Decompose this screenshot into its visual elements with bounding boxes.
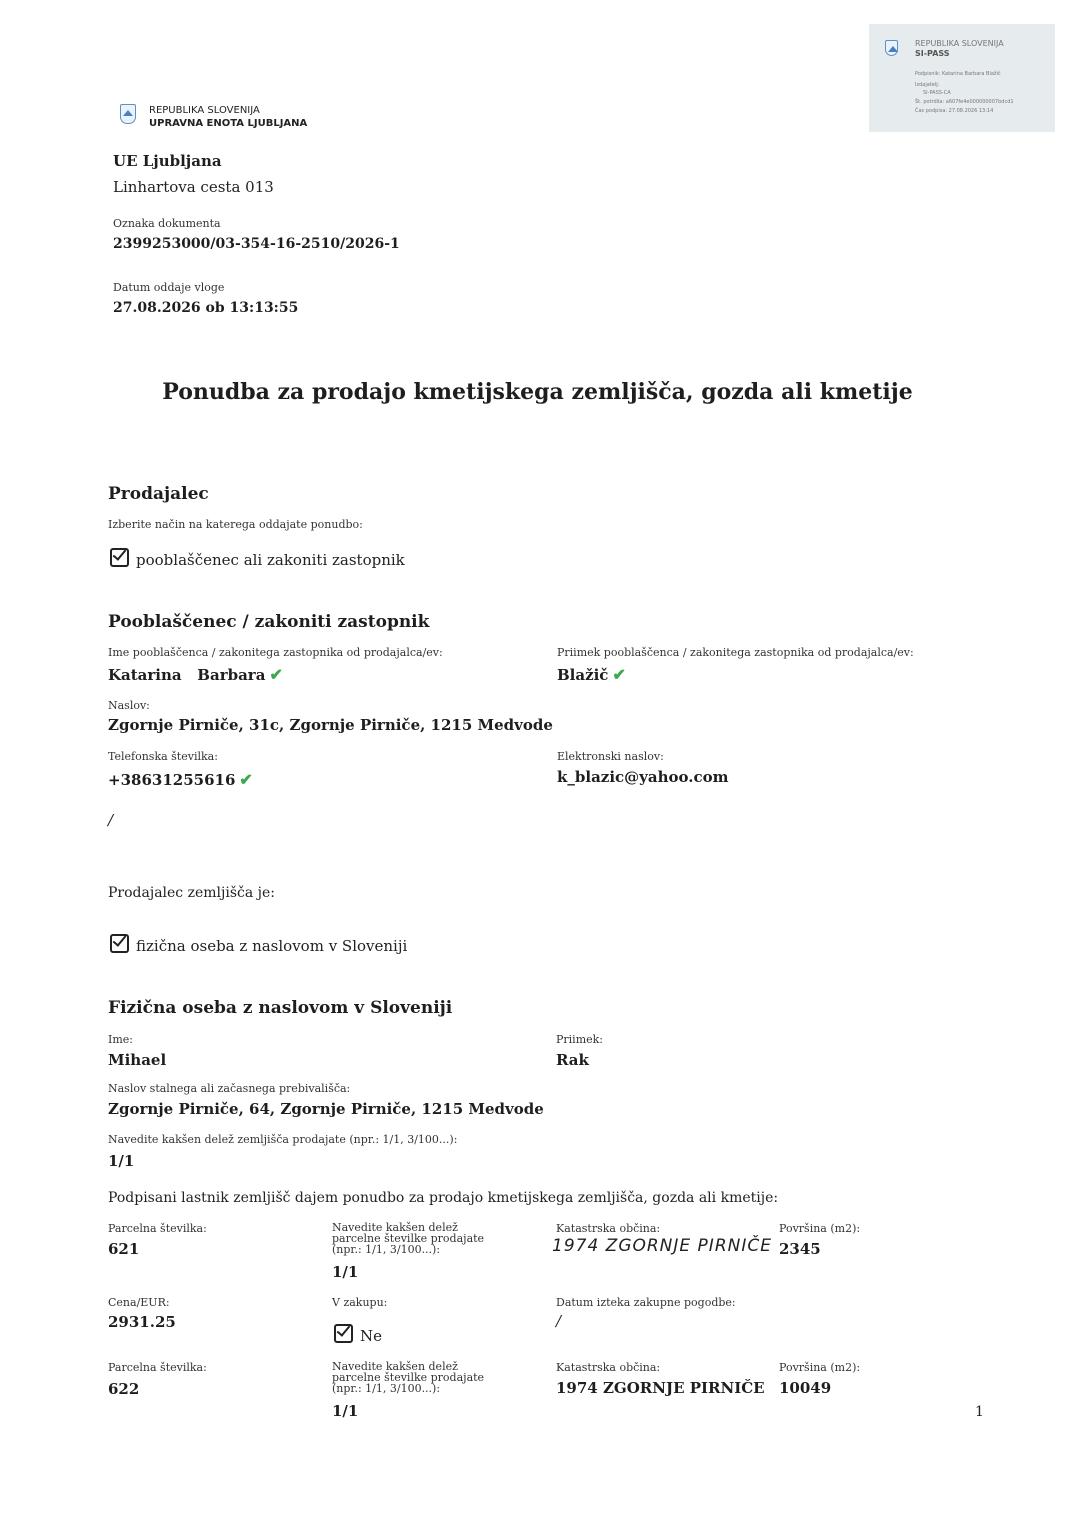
person-name-value: Mihael [108,1051,167,1069]
date-value: 27.08.2026 ob 13:13:55 [113,300,299,316]
signature-stamp [869,24,1055,132]
checkbox-checked-icon[interactable] [110,548,129,567]
parcel-1-cadastre-value: 1974 ZGORNJE PIRNIČE [552,1236,772,1256]
parcel-1-cadastre-label: Katastrska občina: [556,1222,661,1235]
rep-surname-label: Priimek pooblaščenca / zakonitega zastopnika od prodajalca/ev: [557,646,914,659]
rep-name-value: Katarina Barbara [108,666,266,684]
representative-heading: Pooblaščenec / zakoniti zastopnik [108,612,430,632]
parcel-1-area-label: Površina (m2): [779,1222,861,1235]
seller-option[interactable] [110,548,405,569]
person-address-value: Zgornje Pirniče, 64, Zgornje Pirniče, 1215 Medvode [108,1100,544,1118]
stamp-line-1: REPUBLIKA SLOVENIJA [915,39,1004,48]
parcel-2-cadastre-value: 1974 ZGORNJE PIRNIČE [556,1379,765,1397]
seller-heading: Prodajalec [108,484,209,504]
org-line-2: UPRAVNA ENOTA LJUBLJANA [149,118,308,129]
office-name: UE Ljubljana [113,152,222,170]
parcel-1-number-label: Parcelna številka: [108,1222,207,1235]
org-line-1: REPUBLIKA SLOVENIJA [149,105,260,116]
rep-name [108,665,283,684]
rep-email-value: k_blazic@yahoo.com [557,768,729,786]
parcel-2-share-value: 1/1 [332,1402,359,1420]
person-share-label: Navedite kakšen delež zemljišča prodajate (npr.: 1/1, 3/100...): [108,1133,458,1146]
page-title: Ponudba za prodajo kmetijskega zemljišča, gozda ali kmetije [162,379,913,405]
page-number: 1 [975,1404,984,1420]
stamp-line-4: Izdajatelj: [915,82,940,88]
rep-phone [108,770,253,789]
seller-type-option-label: fizična oseba z naslovom v Sloveniji [136,937,408,955]
parcel-2-number-label: Parcelna številka: [108,1361,207,1374]
parcel-2-cadastre-label: Katastrska občina: [556,1361,661,1374]
person-surname-label: Priimek: [556,1033,604,1046]
seller-type-option[interactable] [110,934,407,955]
verified-check-icon: ✔ [269,665,283,684]
parcel-1-price-label: Cena/EUR: [108,1296,170,1309]
doc-label: Oznaka dokumenta [113,217,221,230]
parcel-1-lease-end-value: / [556,1312,562,1330]
rep-surname-value: Blažič [557,666,609,684]
stamp-line-5: SI-PASS-CA [923,90,951,96]
rep-email-label: Elektronski naslov: [557,750,664,763]
verified-check-icon: ✔ [239,770,253,789]
person-address-label: Naslov stalnega ali začasnega prebivališča: [108,1082,351,1095]
rep-phone-value: +38631255616 [108,771,236,789]
parcel-1-lease-option[interactable] [334,1324,382,1345]
parcel-1-area-value: 2345 [779,1240,821,1258]
doc-value: 2399253000/03-354-16-2510/2026-1 [113,236,400,252]
person-share-value: 1/1 [108,1152,135,1170]
parcel-1-lease-end-label: Datum izteka zakupne pogodbe: [556,1296,736,1309]
seller-type-prompt: Prodajalec zemljišča je: [108,885,275,901]
stamp-line-6: Št. potrdila: a607fe4e000000007bdcd1 [915,99,1014,105]
stamp-line-2: SI-PASS [915,49,950,58]
parcel-2-area-value: 10049 [779,1379,832,1397]
parcel-2-area-label: Površina (m2): [779,1361,861,1374]
checkbox-checked-icon[interactable] [110,934,129,953]
rep-slash: / [108,811,114,829]
rep-name-label: Ime pooblaščenca / zakonitega zastopnika od prodajalca/ev: [108,646,443,659]
office-address: Linhartova cesta 013 [113,178,274,196]
parcel-1-lease-label: V zakupu: [332,1296,388,1309]
person-name-label: Ime: [108,1033,133,1046]
parcel-1-lease-value: Ne [360,1327,383,1345]
offer-statement: Podpisani lastnik zemljišč dajem ponudbo za prodajo kmetijskega zemljišča, gozda ali kmetije: [108,1190,779,1206]
person-surname-value: Rak [556,1051,589,1069]
verified-check-icon: ✔ [612,665,626,684]
parcel-1-share-label: Navedite kakšen delež parcelne številke prodajate (npr.: 1/1, 3/100...): [332,1221,485,1256]
stamp-line-7: Čas podpisa: 27.08.2026 13:14 [915,108,994,114]
rep-address-value: Zgornje Pirniče, 31c, Zgornje Pirniče, 1215 Medvode [108,716,553,734]
rep-surname [557,665,626,684]
parcel-1-number-value: 621 [108,1240,140,1258]
parcel-1-price-value: 2931.25 [108,1313,176,1331]
parcel-2-number-value: 622 [108,1380,140,1398]
rep-address-label: Naslov: [108,699,150,712]
rep-phone-label: Telefonska številka: [108,750,218,763]
stamp-emblem-icon [885,40,898,60]
seller-prompt: Izberite način na katerega oddajate ponudbo: [108,518,363,531]
parcel-2-share-label: Navedite kakšen delež parcelne številke prodajate (npr.: 1/1, 3/100...): [332,1360,485,1395]
date-label: Datum oddaje vloge [113,281,225,294]
seller-option-label: pooblaščenec ali zakoniti zastopnik [136,551,405,569]
person-heading: Fizična oseba z naslovom v Sloveniji [108,998,453,1018]
stamp-line-3: Podpisnik: Katarina Barbara Blažič [915,71,1001,77]
slovenia-emblem-icon [120,104,136,128]
parcel-1-share-value: 1/1 [332,1263,359,1281]
checkbox-checked-icon[interactable] [334,1324,353,1343]
